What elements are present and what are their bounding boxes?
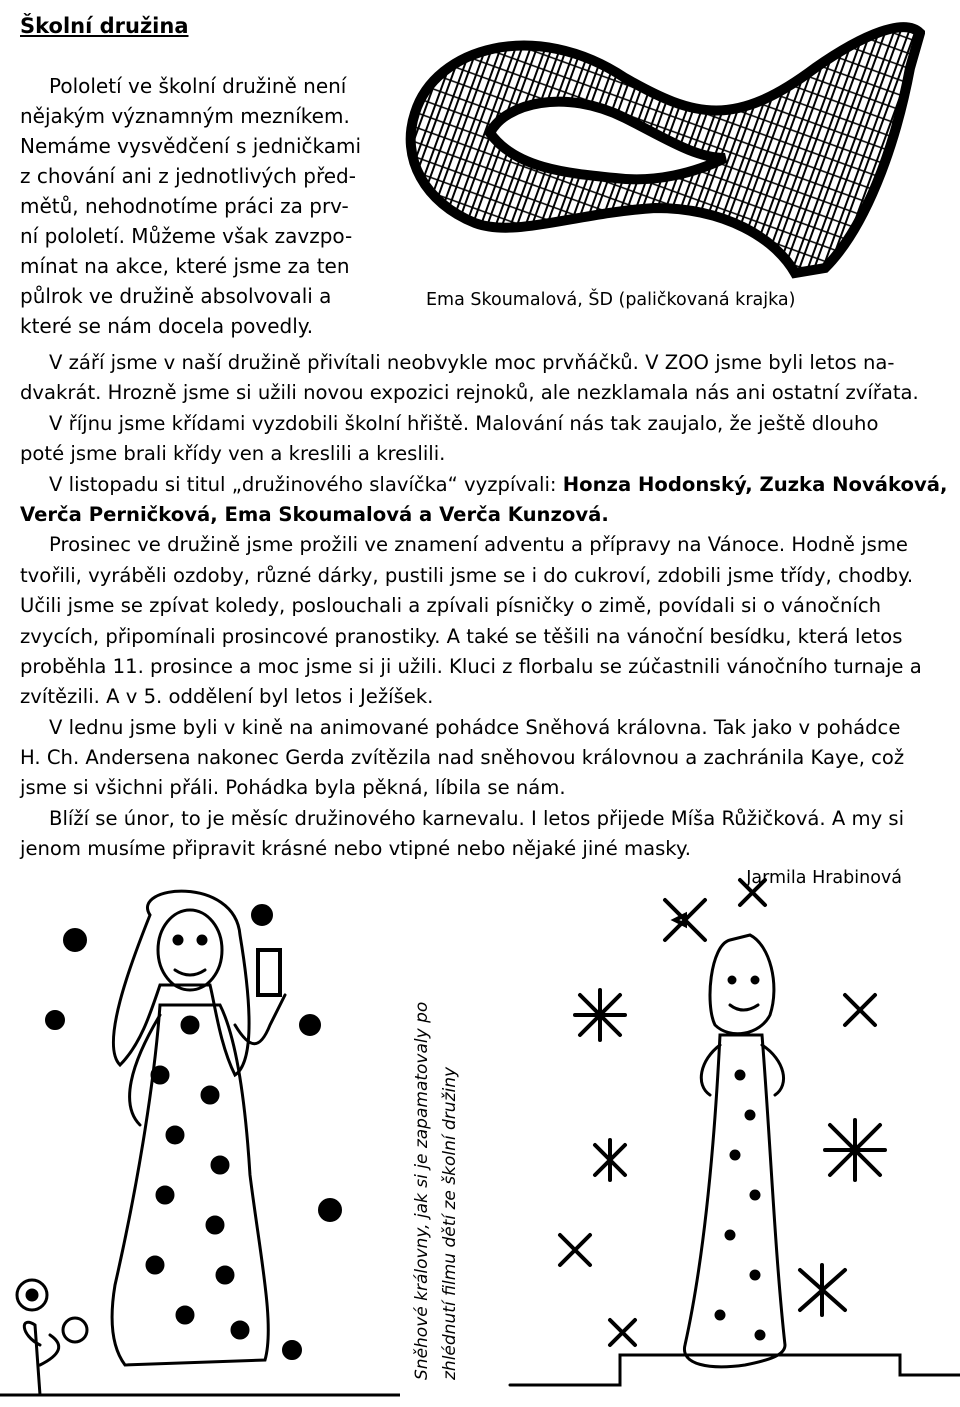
body-line-text: poté jsme brali křídy ven a kreslili a kreslili. bbox=[20, 442, 446, 466]
intro-line: které se nám docela povedly. bbox=[20, 314, 314, 338]
body-line-text: tvořili, vyráběli ozdoby, různé dárky, pustili jsme se i do cukroví, zdobili jsme třídy, chodby. bbox=[20, 563, 914, 587]
body-line-text: V listopadu si titul „družinového slavíčka“ vyzpívali: bbox=[49, 472, 563, 496]
body-line-text: Prosinec ve družině jsme prožili ve znamení adventu a přípravy na Vánoce. Hodně jsme bbox=[49, 533, 908, 557]
body-line-text: V říjnu jsme křídami vyzdobili školní hřiště. Malování nás tak zaujalo, že ještě dlouho bbox=[49, 411, 879, 435]
article-body bbox=[20, 348, 948, 865]
lace-mask-icon bbox=[395, 8, 925, 288]
drawing-caption-line: Sněhové královny, jak si je zapamatovaly po bbox=[412, 1001, 432, 1380]
author-signature: Jarmila Hrabinová bbox=[746, 868, 902, 888]
body-line bbox=[20, 713, 940, 743]
body-line bbox=[20, 652, 940, 682]
intro-line: Nemáme vysvědčení s jedničkami bbox=[20, 134, 362, 158]
intro-line: mínat na akce, které jsme za ten bbox=[20, 254, 350, 278]
body-line bbox=[20, 439, 940, 469]
body-line-text: jsme si všichni přáli. Pohádka byla pěkná, líbila se nám. bbox=[20, 776, 566, 800]
body-line bbox=[20, 530, 940, 560]
body-line bbox=[20, 470, 948, 500]
drawing-caption bbox=[408, 940, 464, 1380]
drawing-caption-line: zhlédnutí filmu dětí ze školní družiny bbox=[440, 1066, 460, 1380]
body-line-text: zvítězili. A v 5. oddělení byl letos i Ježíšek. bbox=[20, 685, 434, 709]
body-line bbox=[20, 804, 940, 834]
snow-queen-drawing-right bbox=[500, 875, 960, 1402]
body-line-text: proběhla 11. prosince a moc jsme si ji užili. Kluci z florbalu se zúčastnili vánočního turnaje a bbox=[20, 654, 922, 678]
body-line bbox=[20, 622, 940, 652]
body-line-text: Učili jsme se zpívat koledy, poslouchali a zpívali písničky o zimě, povídali si o vánočních bbox=[20, 594, 882, 618]
body-line-bold-names: Verča Perničková, Ema Skoumalová a Verča Kunzová. bbox=[20, 502, 609, 526]
body-line bbox=[20, 743, 940, 773]
body-line bbox=[20, 378, 940, 408]
lace-mask-image bbox=[395, 8, 925, 288]
snow-queen-left-icon bbox=[0, 875, 400, 1402]
body-line bbox=[20, 591, 940, 621]
body-line bbox=[20, 409, 940, 439]
intro-line: z chování ani z jednotlivých před- bbox=[20, 164, 356, 188]
intro-line: nějakým významným mezníkem. bbox=[20, 104, 350, 128]
body-line bbox=[20, 682, 940, 712]
article-title: Školní družina bbox=[20, 14, 189, 38]
snow-queen-right-icon bbox=[500, 875, 960, 1402]
intro-line: mětů, nehodnotíme práci za prv- bbox=[20, 194, 349, 218]
body-line bbox=[20, 561, 940, 591]
intro-line: Pololetí ve školní družině není bbox=[49, 74, 347, 98]
snow-queen-drawing-left bbox=[0, 875, 400, 1402]
body-line-text: V lednu jsme byli v kině na animované pohádce Sněhová královna. Tak jako v pohádce bbox=[49, 715, 901, 739]
body-line-bold-names: Honza Hodonský, Zuzka Nováková, bbox=[562, 472, 948, 496]
body-line bbox=[20, 834, 940, 864]
mask-caption: Ema Skoumalová, ŠD (paličkovaná krajka) bbox=[426, 290, 796, 310]
body-line-text: zvycích, připomínali prosincové pranostiky. A také se těšili na vánoční besídku, která letos bbox=[20, 624, 903, 648]
body-line-text: V září jsme v naší družině přivítali neobvykle moc prvňáčků. V ZOO jsme byli letos na- bbox=[49, 351, 895, 374]
body-line-text: H. Ch. Andersena nakonec Gerda zvítězila nad sněhovou královnou a zachránila Kaye, což bbox=[20, 746, 905, 770]
body-line-text: Blíží se únor, to je měsíc družinového karnevalu. I letos přijede Míša Růžičková. A my si bbox=[49, 806, 905, 830]
body-line bbox=[20, 348, 940, 378]
body-line bbox=[20, 500, 940, 530]
intro-line: půlrok ve družině absolvovali a bbox=[20, 284, 332, 308]
intro-line: ní pololetí. Můžeme však zavzpo- bbox=[20, 224, 353, 248]
body-line-text: dvakrát. Hrozně jsme si užili novou expozici rejnoků, ale nezklamala nás ani ostatní zvířata. bbox=[20, 381, 919, 405]
body-line-text: jenom musíme připravit krásné nebo vtipné nebo nějaké jiné masky. bbox=[20, 837, 691, 861]
body-line bbox=[20, 773, 940, 803]
